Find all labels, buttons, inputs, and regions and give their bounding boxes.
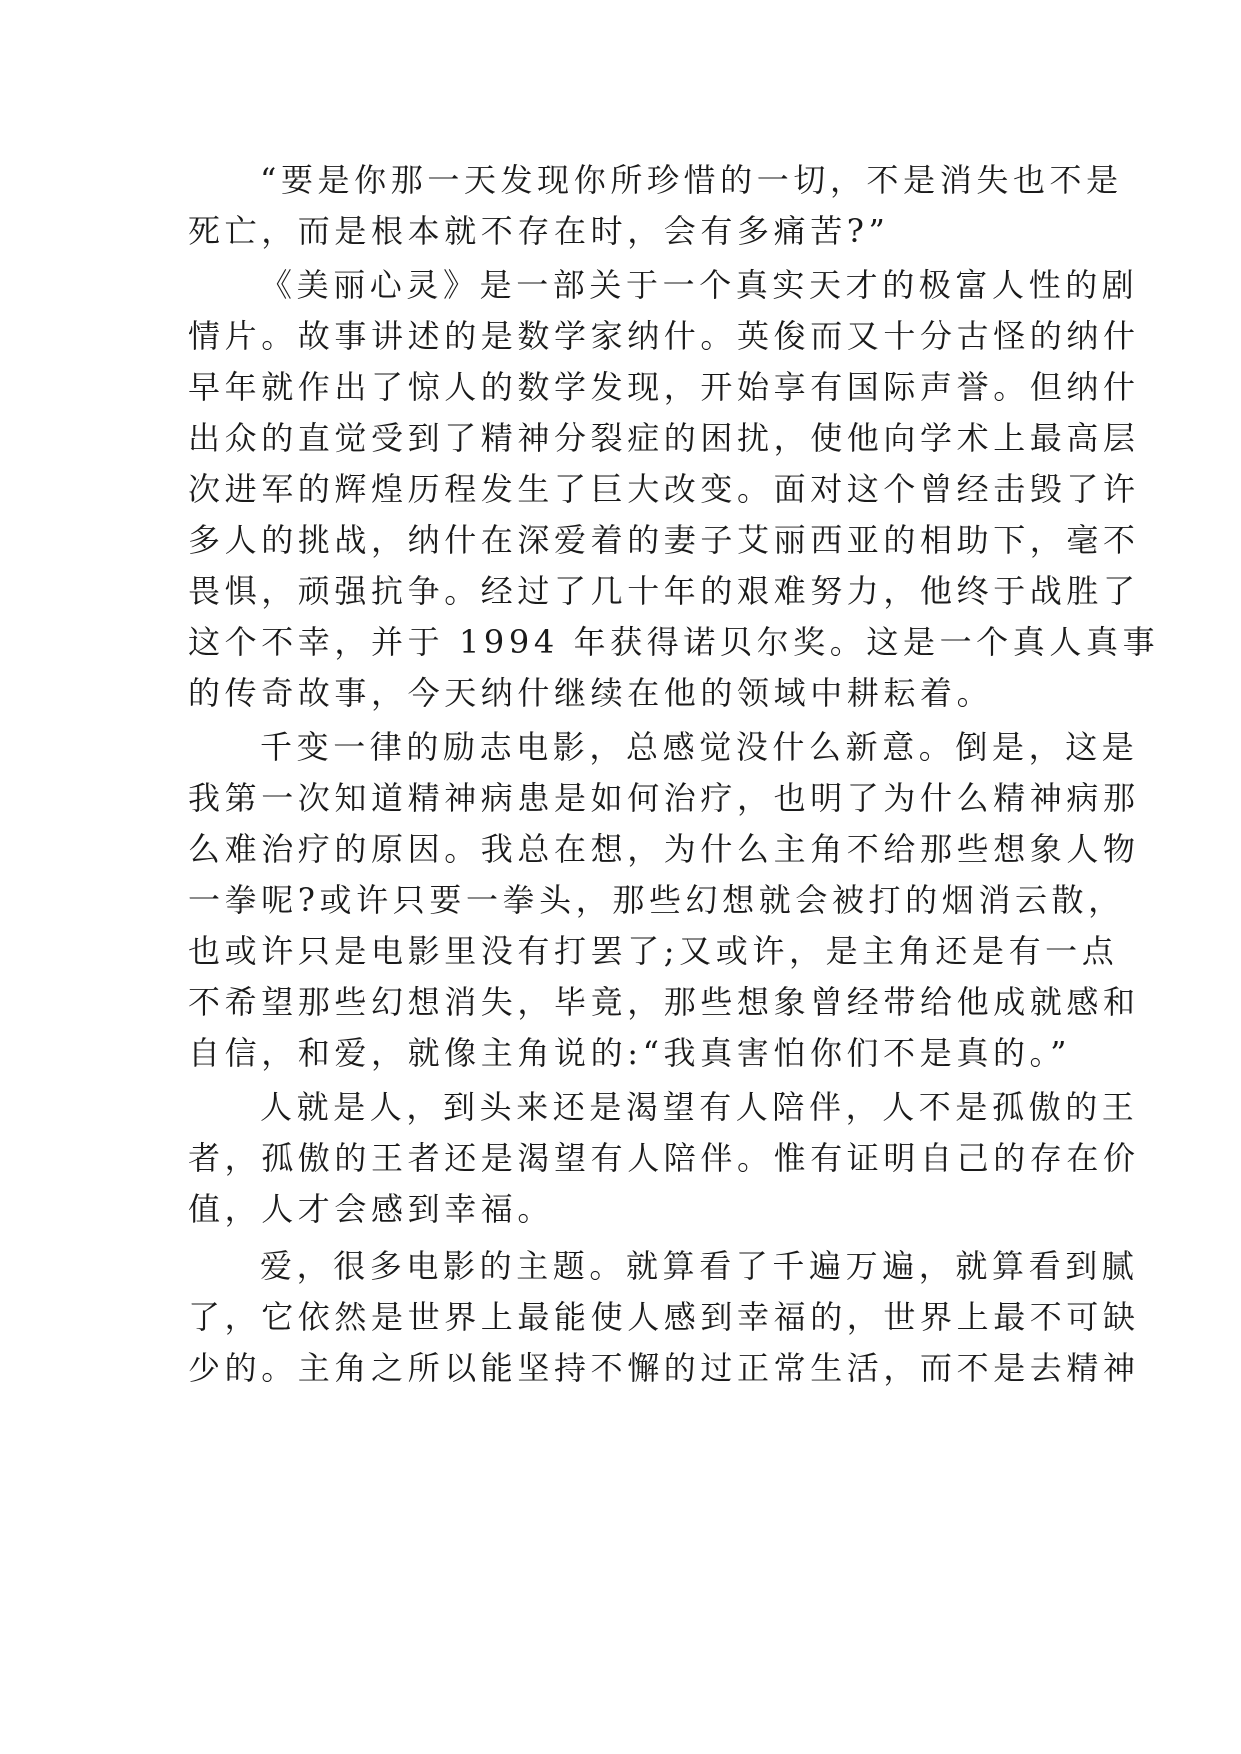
paragraph-line: 畏惧，顽强抗争。经过了几十年的艰难努力，他终于战胜了 — [188, 572, 1140, 610]
paragraph-line: 早年就作出了惊人的数学发现，开始享有国际声誉。但纳什 — [188, 368, 1140, 406]
paragraph-line: 者，孤傲的王者还是渴望有人陪伴。惟有证明自己的存在价 — [188, 1139, 1140, 1177]
paragraph-line: 的传奇故事，今天纳什继续在他的领域中耕耘着。 — [188, 674, 994, 712]
paragraph-reflection — [188, 722, 1140, 1079]
paragraph-love — [188, 1241, 1140, 1394]
paragraph-line: 我第一次知道精神病患是如何治疗，也明了为什么精神病那 — [188, 779, 1140, 817]
paragraph-line: 也或许只是电影里没有打罢了;又或许，是主角还是有一点 — [188, 932, 1119, 970]
paragraph-line: 《美丽心灵》是一部关于一个真实天才的极富人性的剧 — [260, 266, 1139, 304]
paragraph-line: 不希望那些幻想消失，毕竟，那些想象曾经带给他成就感和 — [188, 983, 1140, 1021]
paragraph-line: 人就是人，到头来还是渴望有人陪伴，人不是孤傲的王 — [260, 1088, 1139, 1126]
paragraph-line: “要是你那一天发现你所珍惜的一切，不是消失也不是 — [260, 161, 1123, 199]
paragraph-line: 这个不幸，并于 1994 年获得诺贝尔奖。这是一个真人真事 — [188, 623, 1160, 661]
paragraph-line: 了，它依然是世界上最能使人感到幸福的，世界上最不可缺 — [188, 1298, 1140, 1336]
paragraph-summary — [188, 260, 1160, 719]
paragraph-line: 一拳呢?或许只要一拳头，那些幻想就会被打的烟消云散， — [188, 881, 1125, 919]
paragraph-line: 情片。故事讲述的是数学家纳什。英俊而又十分古怪的纳什 — [188, 317, 1140, 355]
paragraph-line: 值，人才会感到幸福。 — [188, 1190, 555, 1228]
paragraph-line: 出众的直觉受到了精神分裂症的困扰，使他向学术上最高层 — [188, 419, 1140, 457]
paragraph-quote — [188, 155, 1123, 257]
paragraph-line: 自信，和爱，就像主角说的:“我真害怕你们不是真的。” — [188, 1034, 1072, 1072]
paragraph-line: 么难治疗的原因。我总在想，为什么主角不给那些想象人物 — [188, 830, 1140, 868]
article-body — [188, 155, 1160, 1394]
paragraph-companionship — [188, 1082, 1140, 1235]
paragraph-line: 死亡，而是根本就不存在时，会有多痛苦?” — [188, 212, 890, 250]
paragraph-line: 多人的挑战，纳什在深爱着的妻子艾丽西亚的相助下，毫不 — [188, 521, 1140, 559]
paragraph-line: 少的。主角之所以能坚持不懈的过正常生活，而不是去精神 — [188, 1349, 1140, 1387]
paragraph-line: 次进军的辉煌历程发生了巨大改变。面对这个曾经击毁了许 — [188, 470, 1140, 508]
paragraph-line: 爱，很多电影的主题。就算看了千遍万遍，就算看到腻 — [260, 1247, 1139, 1285]
paragraph-line: 千变一律的励志电影，总感觉没什么新意。倒是，这是 — [260, 728, 1139, 766]
